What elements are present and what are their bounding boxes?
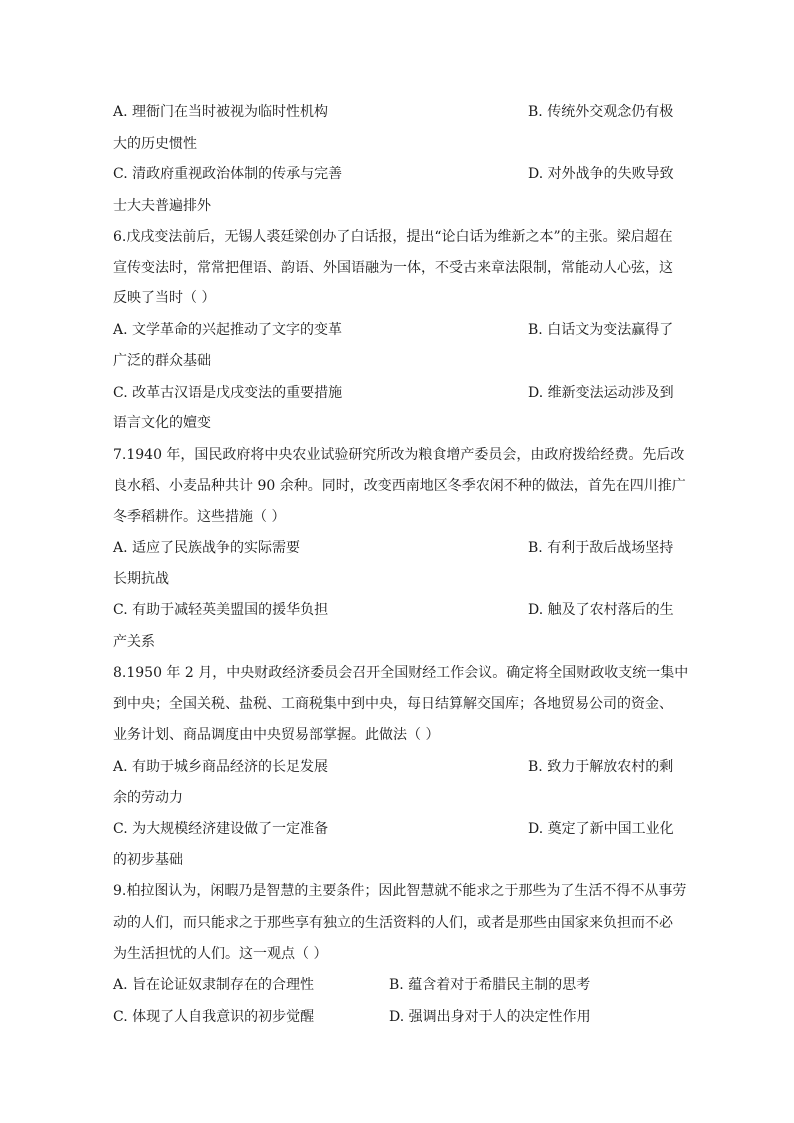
q7-option-d: D. 触及了农村落后的生	[528, 602, 674, 618]
q7-option-a: A. 适应了民族战争的实际需要	[113, 540, 301, 556]
q6-option-c: C. 改革古汉语是戊戌变法的重要措施	[113, 385, 343, 401]
q6-option-b-continued: 广泛的群众基础	[113, 353, 211, 369]
q9-option-d: D. 强调出身对于人的决定性作用	[389, 1009, 591, 1025]
q7-option-c: C. 有助于减轻英美盟国的援华负担	[113, 602, 329, 618]
q6-option-b: B. 白话文为变法赢得了	[528, 322, 674, 338]
q9-option-a: A. 旨在论证奴隶制存在的合理性	[113, 977, 315, 993]
q8-option-d: D. 奠定了新中国工业化	[528, 821, 674, 837]
q7-option-b: B. 有利于敌后战场坚持	[528, 540, 674, 556]
q8-option-b: B. 致力于解放农村的剩	[528, 759, 674, 775]
q8-stem-line-3: 业务计划、商品调度由中央贸易部掌握。此做法（ ）	[113, 727, 440, 743]
q6-stem-line-1: 6.戊戌变法前后，无锡人裘廷梁创办了白话报，提出“论白话为维新之本”的主张。梁启超在	[113, 229, 673, 245]
q5-option-b: B. 传统外交观念仍有极	[528, 104, 674, 120]
q8-option-a: A. 有助于城乡商品经济的长足发展	[113, 759, 329, 775]
q5-option-c: C. 清政府重视政治体制的传承与完善	[113, 166, 343, 182]
q9-stem-line-1: 9.柏拉图认为，闲暇乃是智慧的主要条件；因此智慧就不能求之于那些为了生活不得不从事劳	[113, 883, 687, 899]
q7-stem-line-1: 7.1940 年，国民政府将中央农业试验研究所改为粮食增产委员会，由政府拨给经费。先后改	[113, 447, 685, 463]
q6-option-d-continued: 语言文化的嬗变	[113, 415, 211, 431]
q8-option-b-continued: 余的劳动力	[113, 790, 183, 806]
q9-stem-line-3: 为生活担忧的人们。这一观点（ ）	[113, 946, 328, 962]
q6-option-a: A. 文学革命的兴起推动了文字的变革	[113, 322, 343, 338]
q9-option-b: B. 蕴含着对于希腊民主制的思考	[389, 977, 591, 993]
q6-stem-line-3: 反映了当时（ ）	[113, 290, 216, 306]
q9-stem-line-2: 动的人们，而只能求之于那些享有独立的生活资料的人们，或者是那些由国家来负担而不必	[113, 915, 673, 931]
q7-option-d-continued: 产关系	[113, 634, 155, 650]
q8-stem-line-2: 到中央；全国关税、盐税、工商税集中到中央，每日结算解交国库；各地贸易公司的资金、	[113, 696, 673, 712]
q6-option-d: D. 维新变法运动涉及到	[528, 385, 674, 401]
q9-option-c: C. 体现了人自我意识的初步觉醒	[113, 1009, 315, 1025]
q7-stem-line-2: 良水稻、小麦品种共计 90 余种。同时，改变西南地区冬季农闲不种的做法，首先在四川推广	[113, 478, 686, 494]
q8-option-d-continued: 的初步基础	[113, 852, 183, 868]
q6-stem-line-2: 宣传变法时，常常把俚语、韵语、外国语融为一体，不受古来章法限制，常能动人心弦，这	[113, 260, 673, 276]
q8-stem-line-1: 8.1950 年 2 月，中央财政经济委员会召开全国财经工作会议。确定将全国财政收支统一集中	[113, 665, 689, 681]
q5-option-a: A. 理衙门在当时被视为临时性机构	[113, 104, 329, 120]
q7-stem-line-3: 冬季稻耕作。这些措施（ ）	[113, 509, 286, 525]
q5-option-b-continued: 大的历史惯性	[113, 136, 197, 152]
q5-option-d: D. 对外战争的失败导致	[528, 166, 674, 182]
q7-option-b-continued: 长期抗战	[113, 571, 169, 587]
q5-option-d-continued: 士大夫普遍排外	[113, 198, 211, 214]
q8-option-c: C. 为大规模经济建设做了一定准备	[113, 821, 329, 837]
